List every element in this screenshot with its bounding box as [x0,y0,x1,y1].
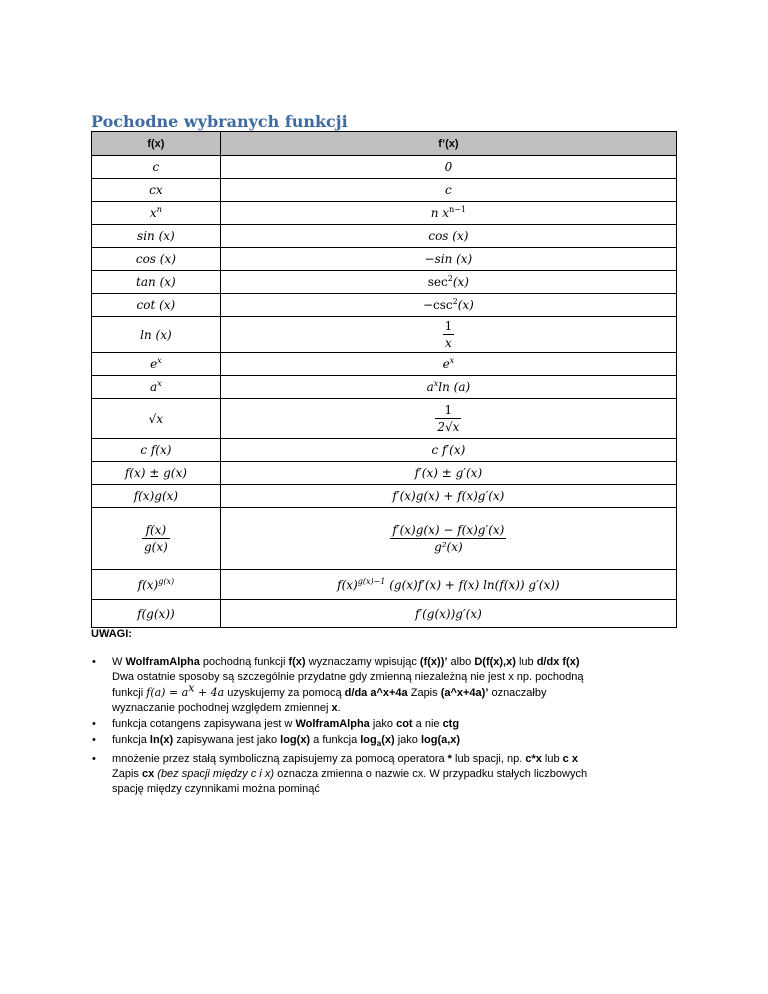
function-cell: √x [148,411,164,426]
table-row [92,399,677,439]
table-row [92,317,677,353]
function-cell: cos (x) [135,252,176,266]
function-cell: sin (x) [137,229,175,243]
derivative-cell: f′(x) ± g′(x) [414,466,483,480]
header-derivative: f’(x) [220,132,676,156]
function-cell: f(g(x)) [137,606,175,621]
function-cell: tan (x) [136,275,176,289]
derivative-cell: $\frac{1}{2√x}$ [437,402,460,434]
derivative-cell: $e^x$ [442,356,455,371]
derivative-cell: f′(x)g(x) + f(x)g′(x) [392,489,505,503]
function-cell: $a^x$ [150,379,162,394]
table-row [92,353,677,376]
table-row [92,248,677,271]
function-cell: cot (x) [136,298,176,312]
list-item [112,733,702,751]
derivative-cell: −sin (x) [424,252,473,266]
list-item [112,717,702,732]
table-row [92,271,677,294]
derivative-cell: $a^x\ln$ (a) [426,379,471,394]
derivative-cell: n $x^{n-1}$ [430,205,467,220]
function-cell: cx [149,183,163,197]
table-row [92,156,677,179]
note-line: • funkcja ln(x) zapisywana jest jako log(x) a funkcja $\log_a(x)$ jako log(a,x) [112,734,461,749]
note-line: spację między czynnikami można pominąć [112,783,320,796]
function-cell: c [152,160,160,174]
note-line: • funkcja cotangens zapisywana jest w WolframAlpha jako cot a nie ctg [112,718,460,730]
table-row [92,570,677,600]
note-line: funkcji $f(a) = a^x + 4a$ uzyskujemy za pomocą d/da a^x+4a Zapis (a^x+4a)’ oznaczałby [112,681,547,699]
function-cell: f(x)g(x) [133,489,179,503]
table-row [92,462,677,485]
table-row [92,202,677,225]
table-row [92,485,677,508]
table-row [92,179,677,202]
list-item [112,752,702,797]
derivative-cell: c [445,183,452,197]
header-function: f(x) [92,132,221,156]
function-cell: ln (x) [140,327,172,342]
function-cell: c f(x) [140,443,172,457]
table-row [92,376,677,399]
function-cell: $f(x)^{g(x)}$ [137,576,175,592]
table-row [92,600,677,628]
derivative-cell: $\frac{1}{x}$ [444,318,453,350]
function-cell: $\frac{f(x)}{g(x)}$ [143,522,168,554]
derivative-cell: 0 [444,160,453,174]
derivative-cell: $f(x)^{g(x)-1}$ (g(x)f′(x) + f(x) ln(f(x)) g′(x)) [337,576,560,592]
function-cell: $x^n$ [149,205,162,220]
page-title: Pochodne wybranych funkcji [91,112,348,135]
note-line: Dwa ostatnie sposoby są szczególnie przydatne gdy zmienną niezależną nie jest x np. pochodną [112,671,584,683]
function-cell: f(x) ± g(x) [124,466,187,480]
table-header-row [92,132,677,156]
note-line: Zapis cx (bez spacji między c i x) oznacza zmienna o nazwie cx. W przypadku stałych liczbowych [112,768,588,781]
note-line: • W WolframAlpha pochodną funkcji f(x) wyznaczamy wpisując (f(x))’ albo D(f(x),x) lub d/dx f(x) [112,656,580,668]
function-cell: $e^x$ [150,356,162,371]
notes-list [91,655,702,797]
derivative-cell: c f′(x) [431,443,466,457]
derivatives-table [91,131,677,628]
derivative-cell: cos (x) [428,229,469,243]
derivative-cell: $\sec^2(x)$ [427,274,469,289]
derivative-cell: $\frac{f'(x)g(x) - f(x)g'(x)}{\text{g²(x)}}$ [392,522,505,554]
list-item [112,655,702,716]
table-row [92,225,677,248]
table-row [92,439,677,462]
table-row [92,294,677,317]
notes-heading: UWAGI: [91,628,132,640]
note-line: wyznaczanie pochodnej względem zmiennej x. [112,702,341,714]
table-row [92,508,677,570]
note-line: • mnożenie przez stałą symboliczną zapisujemy za pomocą operatora * lub spacji, np. c*x lub c x [112,753,578,766]
derivative-cell: f′(g(x))g′(x) [414,606,482,621]
derivative-cell: $-\csc^2(x)$ [422,297,474,312]
